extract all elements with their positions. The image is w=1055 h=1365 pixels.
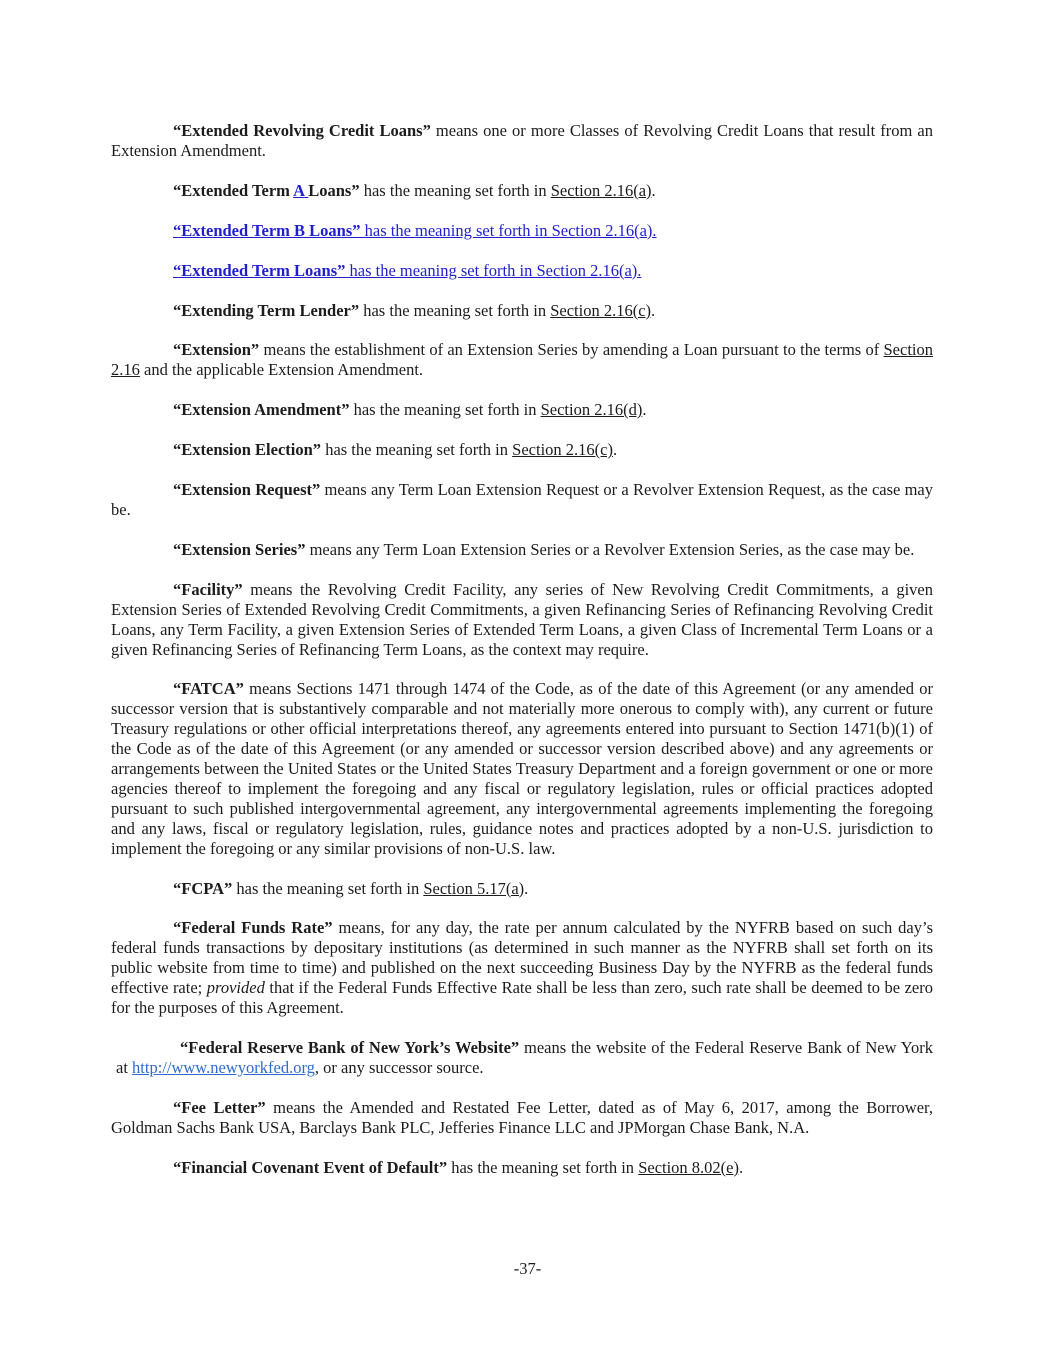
page-number: -37- (513, 1259, 542, 1278)
text-run: has the meaning set forth in Section 2.16(a). (345, 260, 642, 280)
paragraph (111, 540, 933, 560)
paragraph (111, 879, 933, 899)
text-run: . (739, 1157, 744, 1177)
text-run: “Extension Series” (173, 539, 306, 559)
paragraph (111, 340, 933, 380)
text-run: “Financial Covenant Event of Default” (173, 1157, 448, 1177)
text-run: Section 2.16 (111, 340, 933, 380)
text-run: means any Term Loan Extension Series or a Revolver Extension Series, as the case may be. (305, 539, 915, 559)
text-run: means the Revolving Credit Facility, any series of New Revolving Credit Commitments, a given Extension Series of Extended Revolving Credit Commitments, a given Refinancing Series of Refinancing Revolving Credit Loans, any Term Facility, a given Extension Series of Extended Term Loans, a given Class of Incremental Term Loans or a given Refinancing Series of Refinancing Term Loans, as the context may require. (111, 579, 933, 659)
text-run: has the meaning set forth in (321, 440, 513, 460)
paragraph (111, 121, 933, 161)
text-run: “FCPA” (173, 878, 233, 898)
paragraph (111, 918, 933, 1018)
paragraph (111, 1098, 933, 1138)
paragraph (111, 261, 933, 281)
text-run: A (293, 180, 305, 200)
text-run: , or any successor source. (314, 1057, 484, 1077)
text-run: “Federal Reserve Bank of New York’s Website” (180, 1038, 520, 1057)
text-run: “Extended Term B Loans” (173, 220, 361, 240)
text-run: “Facility” (173, 579, 243, 599)
text-run: Section 8.02(e) (638, 1157, 739, 1177)
text-run: “Fee Letter” (173, 1097, 266, 1117)
paragraph (111, 679, 933, 858)
text-run: means the establishment of an Extension Series by amending a Loan pursuant to the terms of (259, 340, 884, 360)
text-run: means, for any day, the rate per annum calculated by the NYFRB based on such day’s federal funds transactions by depositary institutions (as determined in such manner as the NYFRB shall set forth on its public website from time to time) and published on the next succeeding Business Day by the NYFRB as the federal funds effective rate; (111, 918, 934, 998)
paragraph (111, 580, 933, 660)
text-run: and the applicable Extension Amendment. (139, 360, 424, 380)
text-run: Section 2.16(c) (550, 300, 652, 320)
text-run: . (651, 300, 656, 320)
text-run: “Extension Election” (173, 440, 322, 460)
document-body (111, 121, 933, 1198)
text-run: Section 2.16(a) (550, 180, 652, 200)
text-run: that if the Federal Funds Effective Rate shall be less than zero, such rate shall be deemed to be zero for the purposes of this Agreement. (111, 978, 934, 1018)
text-run: provided (206, 978, 265, 998)
text-run: “Extending Term Lender” (173, 300, 360, 320)
text-run: “Extension” (173, 340, 260, 360)
text-run: means the website of the Federal Reserve Bank of New York at (116, 1038, 933, 1077)
paragraph (111, 1038, 933, 1078)
paragraph (111, 400, 933, 420)
text-run: means Sections 1471 through 1474 of the Code, as of the date of this Agreement (or any amended or successor version that is substantively comparable and not materially more onerous to comply with), any current or future Treasury regulations or other official interpretations thereof, any agreements entered into pursuant to Section 1471(b)(1) of the Code as of the date of this Agreement (or any amended or successor version described above) and any agreements or arrangements between the United States or the United States Treasury Department and a foreign government or one or more agencies thereof to implement the foregoing and any fiscal or regulatory legislation, rules or official practices adopted pursuant to such published intergovernmental agreement, any intergovernmental agreements implementing the foregoing and any laws, fiscal or regulatory legislation, rules, guidance notes and practices adopted by a non-U.S. jurisdiction to implement the foregoing or any similar provisions of non-U.S. law. (111, 679, 933, 858)
text-run: has the meaning set forth in (349, 400, 541, 420)
text-run: . (651, 180, 656, 200)
text-run: . (524, 878, 529, 898)
text-run: has the meaning set forth in (359, 180, 551, 200)
text-run: “Extended Term Loans” (173, 260, 346, 280)
text-run: “Extension Amendment” (173, 400, 350, 420)
text-run: means one or more Classes of Revolving Credit Loans that result from an Extension Amendment. (111, 121, 934, 160)
text-run: “Extended Revolving Credit Loans” (173, 121, 431, 140)
text-run: means the Amended and Restated Fee Letter, dated as of May 6, 2017, among the Borrower, Goldman Sachs Bank USA, Barclays Bank PLC, Jefferies Finance LLC and JPMorgan Chase Bank, N.A. (111, 1097, 933, 1137)
text-run: Section 5.17(a) (423, 878, 525, 898)
text-run: has the meaning set forth in (359, 300, 551, 320)
text-run: . (642, 400, 647, 420)
text-run: “Extended Term (173, 180, 294, 200)
text-run: Section 2.16(d) (540, 400, 643, 420)
text-run: has the meaning set forth in (447, 1157, 639, 1177)
text-run: has the meaning set forth in (232, 878, 424, 898)
paragraph (111, 221, 933, 241)
paragraph (111, 301, 933, 321)
text-run: “Extension Request” (173, 480, 321, 500)
text-run: means any Term Loan Extension Request or a Revolver Extension Request, as the case may be. (111, 480, 933, 519)
text-run: “Federal Funds Rate” (173, 918, 333, 938)
paragraph (111, 440, 933, 460)
paragraph (111, 1158, 933, 1178)
text-run: has the meaning set forth in Section 2.16(a). (360, 220, 657, 240)
text-run: Loans” (308, 180, 360, 200)
paragraph (111, 480, 933, 520)
text-run: “FATCA” (173, 679, 244, 699)
hyperlink[interactable]: http://www.newyorkfed.org (132, 1057, 315, 1077)
text-run: Section 2.16(c) (512, 440, 613, 460)
paragraph (111, 181, 933, 201)
text-run: . (612, 440, 618, 460)
